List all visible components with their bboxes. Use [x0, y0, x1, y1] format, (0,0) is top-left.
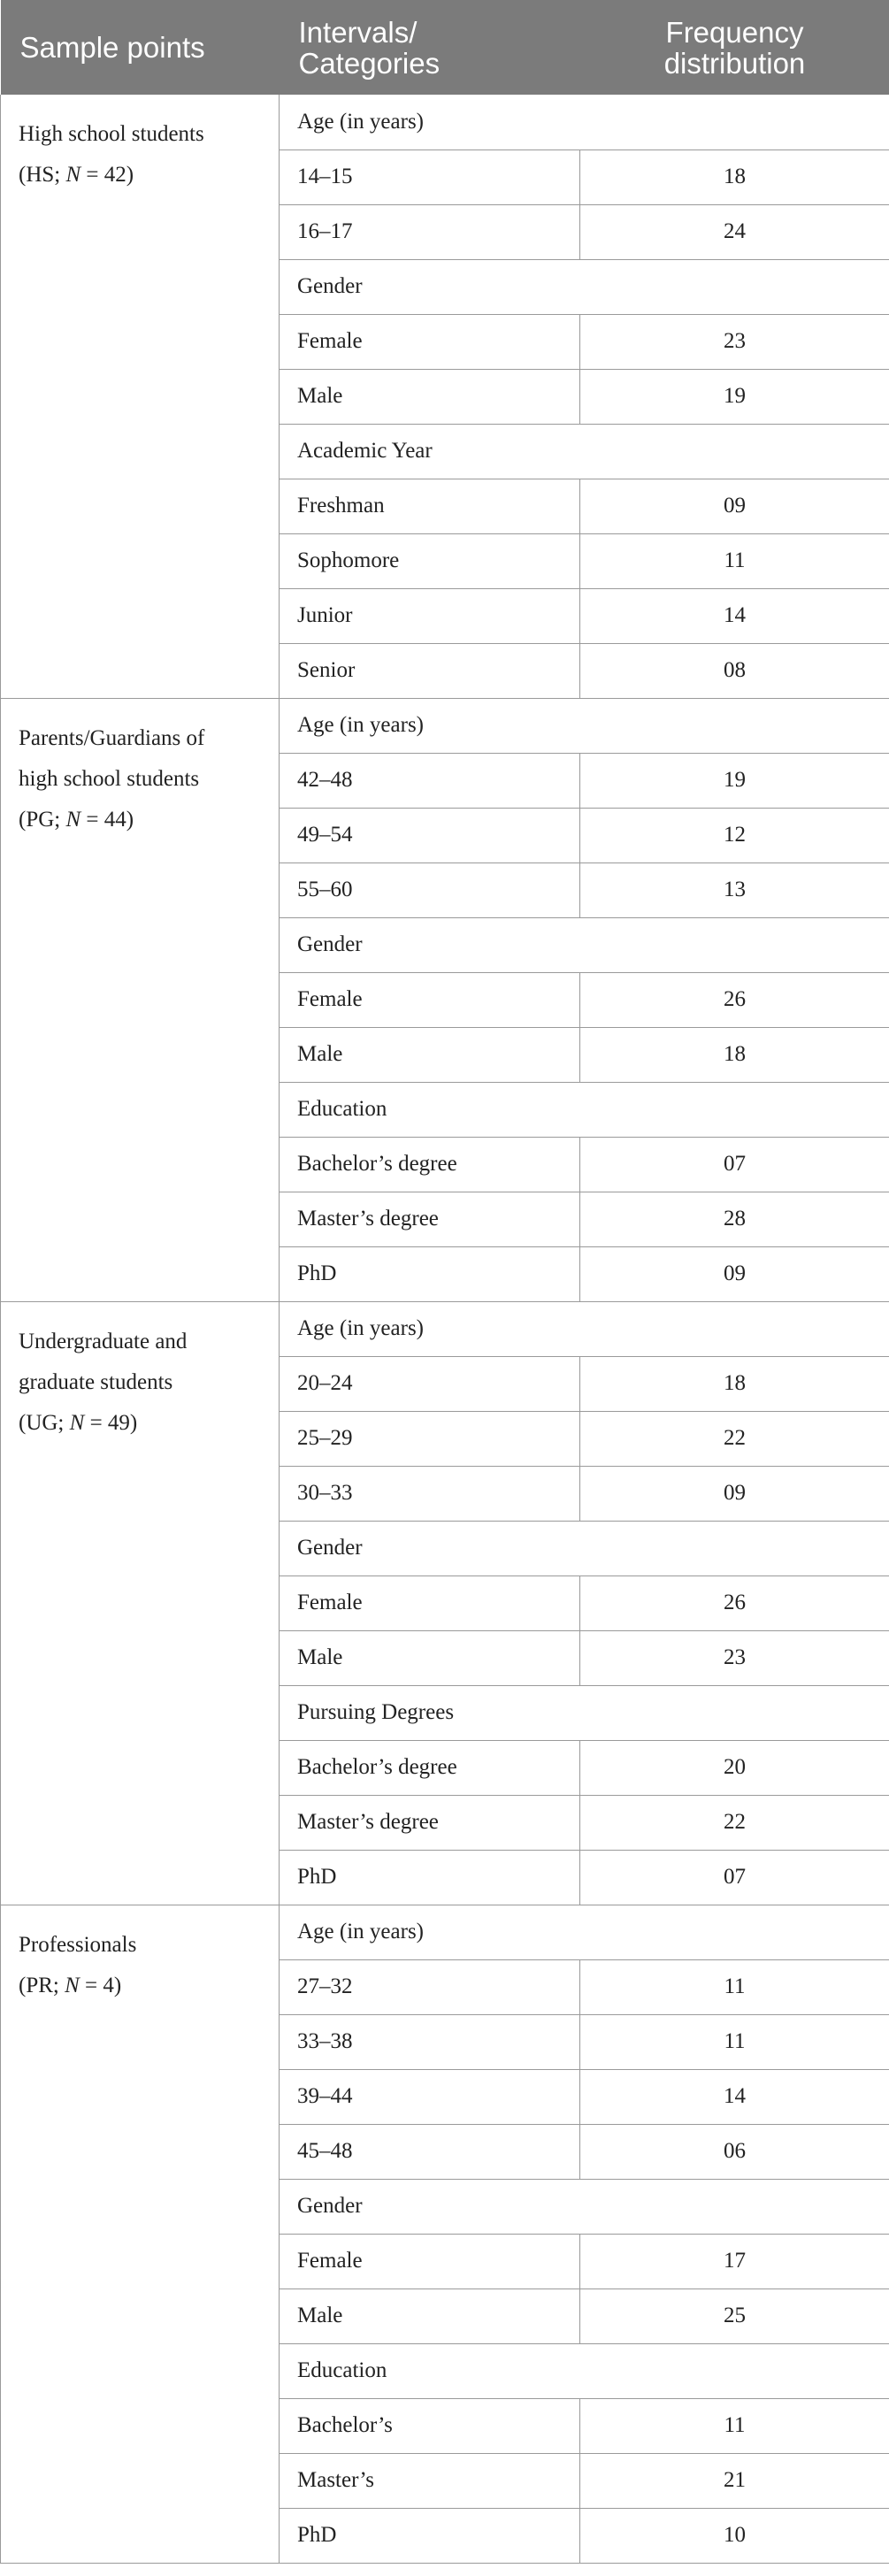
interval-label: Master’s degree [280, 1795, 580, 1850]
sample-code-label: (PR; [19, 1973, 65, 1997]
sample-point-line [19, 155, 279, 196]
sample-code-label: (UG; [19, 1410, 70, 1435]
interval-label: Female [280, 972, 580, 1027]
frequency-value: 21 [580, 2453, 889, 2508]
interval-label: Bachelor’s degree [280, 1137, 580, 1192]
frequency-value: 22 [580, 1795, 889, 1850]
sample-point-cell [1, 1301, 280, 1905]
sample-size-value: = 42) [80, 163, 134, 187]
interval-label: Freshman [280, 479, 580, 533]
frequency-value: 14 [580, 2069, 889, 2124]
frequency-value: 18 [580, 1027, 889, 1082]
frequency-value: 07 [580, 1850, 889, 1905]
interval-label: 33–38 [280, 2014, 580, 2069]
sample-size-value: = 49) [84, 1410, 138, 1435]
sample-point-line [19, 1403, 279, 1444]
frequency-value: 19 [580, 369, 889, 424]
header-intervals-categories [280, 0, 580, 95]
sample-point-cell [1, 1905, 280, 2563]
interval-label: 39–44 [280, 2069, 580, 2124]
category-heading: Age (in years) [280, 698, 889, 753]
frequency-value: 11 [580, 2014, 889, 2069]
interval-label: Male [280, 1027, 580, 1082]
header-intervals-line2: Categories [298, 46, 441, 80]
sample-point-line [19, 1966, 279, 2006]
interval-label: Male [280, 1630, 580, 1685]
interval-label: 25–29 [280, 1411, 580, 1466]
header-intervals-line1: Intervals/ [298, 15, 418, 49]
interval-label: Junior [280, 588, 580, 643]
frequency-value: 17 [580, 2234, 889, 2288]
interval-label: Female [280, 1576, 580, 1630]
table-body [1, 95, 889, 2563]
sample-code-label: (HS; [19, 163, 66, 187]
category-heading: Academic Year [280, 424, 889, 479]
interval-label: PhD [280, 2508, 580, 2563]
frequency-value: 11 [580, 1959, 889, 2014]
category-heading: Education [280, 2343, 889, 2398]
frequency-value: 09 [580, 1466, 889, 1521]
frequency-value: 18 [580, 1356, 889, 1411]
interval-label: PhD [280, 1246, 580, 1301]
sample-point-line: Undergraduate and [19, 1329, 188, 1353]
interval-label: Senior [280, 643, 580, 698]
header-sample-points-label: Sample points [19, 31, 205, 64]
header-frequency-line1: Frequency [665, 15, 804, 49]
category-heading: Gender [280, 259, 889, 314]
category-heading: Age (in years) [280, 95, 889, 150]
frequency-value: 26 [580, 972, 889, 1027]
frequency-value: 09 [580, 1246, 889, 1301]
category-heading: Gender [280, 2179, 889, 2234]
interval-label: 30–33 [280, 1466, 580, 1521]
category-heading: Pursuing Degrees [280, 1685, 889, 1740]
sample-point-line [19, 800, 279, 840]
sample-size-symbol: N [69, 1410, 85, 1435]
interval-label: Master’s [280, 2453, 580, 2508]
category-row [1, 1905, 889, 1959]
frequency-value: 26 [580, 1576, 889, 1630]
frequency-value: 18 [580, 150, 889, 204]
frequency-value: 06 [580, 2124, 889, 2179]
interval-label: Male [280, 2288, 580, 2343]
sample-point-line: Parents/Guardians of [19, 725, 205, 750]
sample-size-value: = 4) [79, 1973, 122, 1997]
interval-label: 16–17 [280, 204, 580, 259]
frequency-value: 23 [580, 314, 889, 369]
frequency-value: 24 [580, 204, 889, 259]
frequency-value: 14 [580, 588, 889, 643]
frequency-value: 25 [580, 2288, 889, 2343]
frequency-value: 08 [580, 643, 889, 698]
interval-label: 45–48 [280, 2124, 580, 2179]
interval-label: Master’s degree [280, 1192, 580, 1246]
interval-label: 49–54 [280, 808, 580, 862]
header-frequency-distribution [580, 0, 889, 95]
frequency-value: 10 [580, 2508, 889, 2563]
interval-label: Male [280, 369, 580, 424]
frequency-value: 07 [580, 1137, 889, 1192]
sample-size-symbol: N [65, 1973, 80, 1997]
frequency-value: 12 [580, 808, 889, 862]
category-heading: Gender [280, 917, 889, 972]
sample-point-line: High school students [19, 122, 204, 146]
interval-label: 42–48 [280, 753, 580, 808]
sample-point-line: graduate students [19, 1369, 173, 1394]
sample-point-cell [1, 95, 280, 698]
category-heading: Age (in years) [280, 1301, 889, 1356]
frequency-value: 11 [580, 2398, 889, 2453]
category-row [1, 95, 889, 150]
header-row [1, 0, 889, 95]
frequency-value: 28 [580, 1192, 889, 1246]
header-frequency-line2: distribution [663, 46, 806, 80]
frequency-value: 11 [580, 533, 889, 588]
category-row [1, 698, 889, 753]
sample-size-symbol: N [65, 807, 81, 832]
category-row [1, 1301, 889, 1356]
category-heading: Education [280, 1082, 889, 1137]
sample-point-line: high school students [19, 766, 200, 791]
frequency-value: 22 [580, 1411, 889, 1466]
category-heading: Gender [280, 1521, 889, 1576]
interval-label: Female [280, 2234, 580, 2288]
interval-label: PhD [280, 1850, 580, 1905]
interval-label: Bachelor’s [280, 2398, 580, 2453]
interval-label: 27–32 [280, 1959, 580, 2014]
interval-label: 20–24 [280, 1356, 580, 1411]
frequency-value: 19 [580, 753, 889, 808]
interval-label: Sophomore [280, 533, 580, 588]
interval-label: 55–60 [280, 862, 580, 917]
sample-size-value: = 44) [80, 807, 134, 832]
sample-point-line: Professionals [19, 1932, 137, 1957]
sample-code-label: (PG; [19, 807, 66, 832]
interval-label: 14–15 [280, 150, 580, 204]
frequency-value: 13 [580, 862, 889, 917]
category-heading: Age (in years) [280, 1905, 889, 1959]
sample-point-cell [1, 698, 280, 1301]
sample-size-symbol: N [65, 163, 81, 187]
frequency-value: 09 [580, 479, 889, 533]
interval-label: Bachelor’s degree [280, 1740, 580, 1795]
table-header [1, 0, 889, 95]
header-sample-points [1, 0, 280, 95]
interval-label: Female [280, 314, 580, 369]
frequency-value: 23 [580, 1630, 889, 1685]
frequency-value: 20 [580, 1740, 889, 1795]
